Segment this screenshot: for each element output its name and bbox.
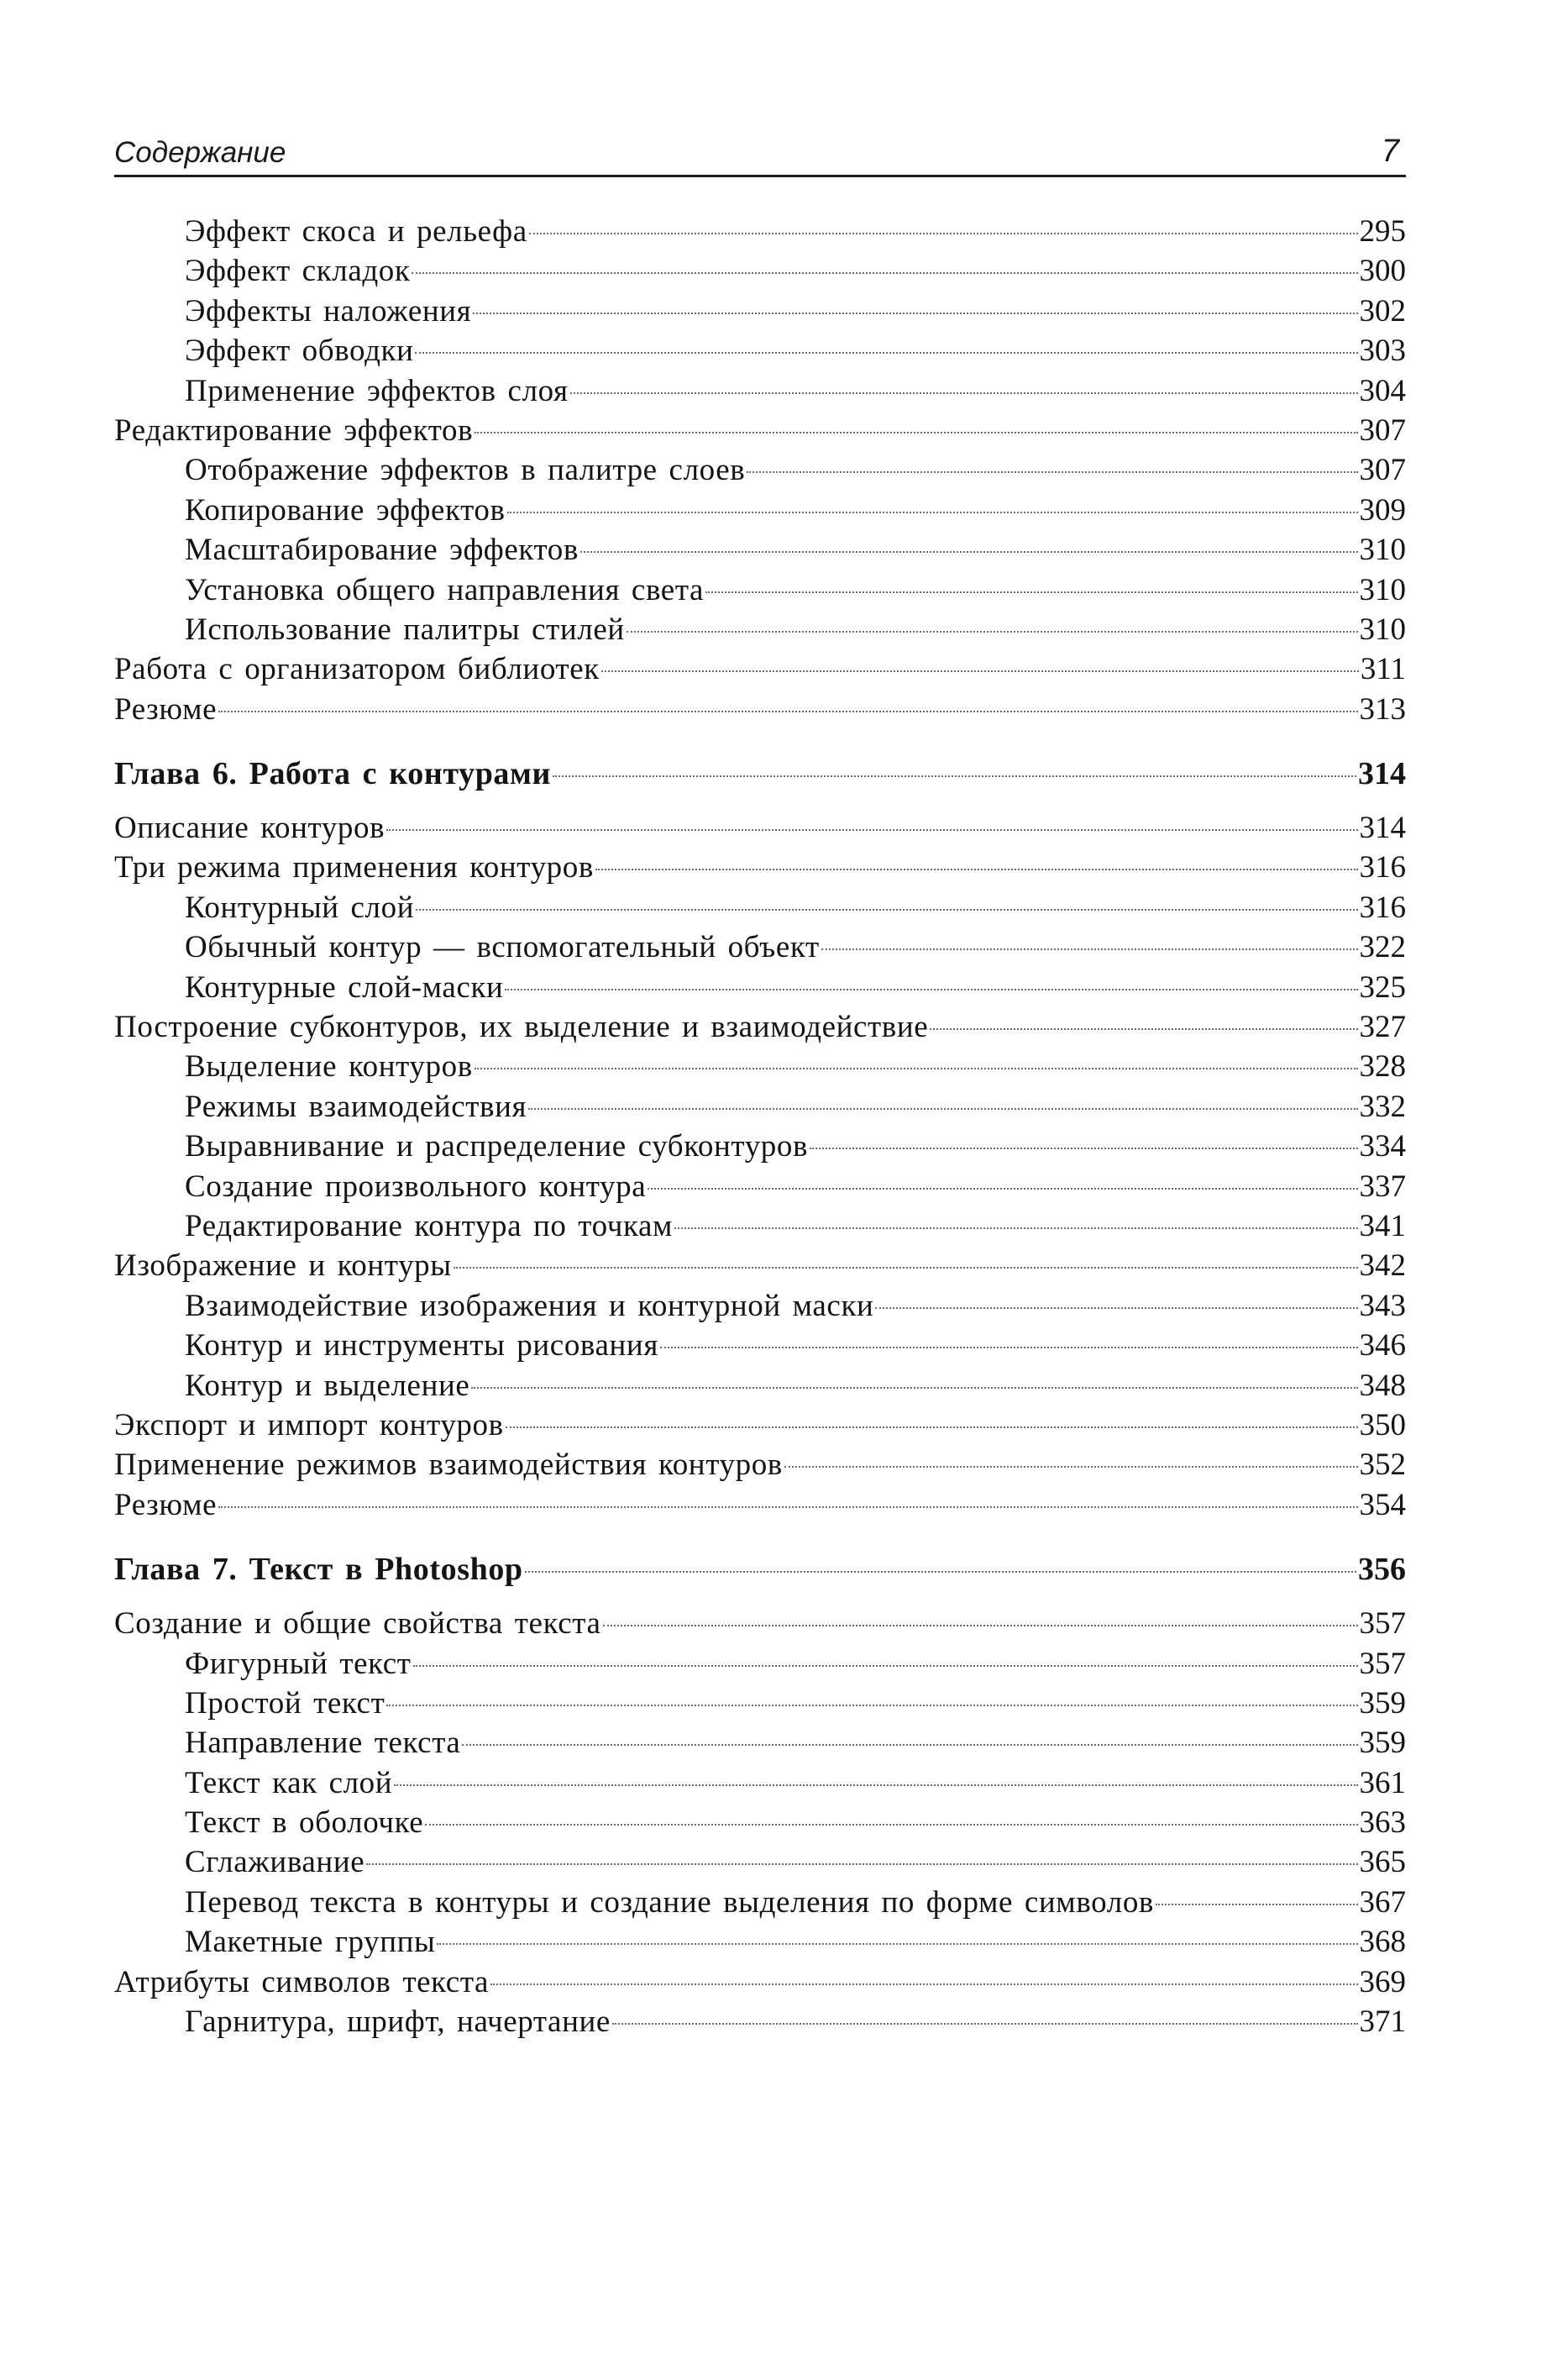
toc-section-entry	[114, 1962, 1406, 2002]
toc-dot-leader	[603, 1625, 1358, 1626]
toc-entry-title: Применение эффектов слоя	[185, 373, 569, 408]
toc-entry-title: Использование палитры стилей	[185, 612, 625, 647]
toc-entry-page: 354	[1359, 1487, 1406, 1522]
toc-entry-page: 356	[1358, 1552, 1406, 1588]
toc-entry-page: 314	[1359, 811, 1406, 846]
toc-entry-title: Редактирование контура по точкам	[185, 1208, 673, 1243]
toc-entry-page: 367	[1359, 1884, 1406, 1920]
toc-entry-title: Резюме	[114, 1487, 218, 1522]
toc-section-entry	[114, 1445, 1406, 1484]
toc-entry-page: 357	[1359, 1606, 1406, 1642]
toc-subsection-entry	[114, 1326, 1406, 1365]
toc-dot-leader	[821, 948, 1358, 950]
toc-entry-page: 328	[1359, 1049, 1406, 1085]
toc-dot-leader	[394, 1784, 1357, 1786]
toc-entry-page: 307	[1359, 412, 1406, 448]
toc-entry-page: 313	[1359, 691, 1406, 727]
running-header	[114, 131, 1406, 177]
toc-dot-leader	[705, 591, 1357, 593]
toc-entry-page: 325	[1359, 969, 1406, 1005]
toc-entry-page: 365	[1359, 1845, 1406, 1880]
toc-subsection-entry	[114, 1883, 1406, 1922]
toc-dot-leader	[507, 512, 1358, 513]
toc-dot-leader	[601, 670, 1359, 672]
toc-dot-leader	[437, 1943, 1357, 1945]
toc-section-entry	[114, 411, 1406, 450]
toc-entry-page: 332	[1359, 1089, 1406, 1124]
toc-dot-leader	[490, 1983, 1357, 1985]
toc-subsection-entry	[114, 1167, 1406, 1206]
toc-dot-leader	[386, 1705, 1357, 1706]
toc-entry-title: Установка общего направления света	[185, 572, 705, 607]
toc-entry-title: Направление текста	[185, 1726, 461, 1761]
toc-dot-leader	[784, 1466, 1358, 1468]
toc-dot-leader	[218, 711, 1357, 712]
toc-entry-page: 350	[1359, 1407, 1406, 1442]
toc-subsection-entry	[114, 530, 1406, 570]
toc-entry-title: Отображение эффектов в палитре слоев	[185, 453, 746, 488]
toc-dot-leader	[425, 1824, 1357, 1826]
toc-entry-title: Экспорт и импорт контуров	[114, 1407, 504, 1442]
toc-dot-leader	[553, 775, 1356, 777]
header-page-number: 7	[1381, 134, 1399, 169]
toc-dot-leader	[416, 909, 1357, 911]
toc-entry-page: 304	[1359, 373, 1406, 408]
toc-entry-page: 303	[1359, 334, 1406, 369]
toc-entry-title: Гарнитура, шрифт, начертание	[185, 2004, 611, 2040]
toc-dot-leader	[627, 631, 1358, 633]
toc-entry-title: Контурные слой-маски	[185, 969, 504, 1005]
toc-dot-leader	[471, 1387, 1357, 1389]
toc-entry-title: Работа с организатором библиотек	[114, 652, 600, 687]
toc-dot-leader	[473, 313, 1357, 314]
toc-subsection-entry	[114, 570, 1406, 610]
toc-entry-title: Контур и выделение	[185, 1368, 470, 1403]
toc-entry-title: Взаимодействие изображения и контурной маски	[185, 1288, 874, 1323]
toc-subsection-entry	[114, 491, 1406, 530]
toc-section-entry	[114, 1246, 1406, 1285]
toc-dot-leader	[595, 869, 1358, 870]
toc-section-entry	[114, 1485, 1406, 1525]
toc-dot-leader	[475, 432, 1357, 433]
toc-dot-leader	[570, 392, 1358, 394]
toc-entry-title: Текст как слой	[185, 1765, 393, 1800]
toc-entry-title: Эффект скоса и рельефа	[185, 214, 527, 249]
toc-section-entry	[114, 1604, 1406, 1643]
toc-dot-leader	[218, 1506, 1357, 1508]
toc-subsection-entry	[114, 212, 1406, 251]
toc-entry-title: Эффекты наложения	[185, 293, 472, 328]
toc-dot-leader	[930, 1028, 1357, 1030]
toc-dot-leader	[386, 829, 1357, 831]
toc-section-entry	[114, 1007, 1406, 1047]
toc-entry-title: Режимы взаимодействия	[185, 1089, 527, 1124]
toc-dot-leader	[810, 1148, 1357, 1149]
toc-entry-title: Эффект обводки	[185, 334, 414, 369]
toc-entry-title: Применение режимов взаимодействия контуров	[114, 1447, 783, 1483]
table-of-contents	[114, 212, 1406, 2041]
toc-entry-title: Редактирование эффектов	[114, 412, 474, 448]
toc-entry-title: Эффект складок	[185, 254, 411, 289]
header-title: Содержание	[114, 136, 286, 169]
toc-entry-title: Построение субконтуров, их выделение и взаимодействие	[114, 1010, 929, 1045]
toc-subsection-entry	[114, 1127, 1406, 1166]
toc-subsection-entry	[114, 1644, 1406, 1684]
toc-entry-page: 352	[1359, 1447, 1406, 1483]
toc-entry-page: 314	[1358, 756, 1406, 792]
toc-dot-leader	[612, 2023, 1358, 2025]
toc-entry-page: 341	[1359, 1208, 1406, 1243]
toc-subsection-entry	[114, 1803, 1406, 1842]
toc-entry-title: Изображение и контуры	[114, 1248, 452, 1284]
toc-entry-title: Копирование эффектов	[185, 492, 506, 528]
toc-entry-title: Атрибуты символов текста	[114, 1964, 490, 1999]
toc-entry-page: 361	[1359, 1765, 1406, 1800]
toc-section-entry	[114, 649, 1406, 689]
toc-entry-title: Масштабирование эффектов	[185, 533, 579, 568]
toc-entry-page: 316	[1359, 890, 1406, 925]
toc-subsection-entry	[114, 1087, 1406, 1127]
toc-dot-leader	[454, 1267, 1358, 1269]
toc-dot-leader	[1156, 1904, 1358, 1905]
toc-entry-title: Перевод текста в контуры и создание выделения по форме символов	[185, 1884, 1154, 1920]
toc-dot-leader	[505, 989, 1357, 990]
toc-entry-page: 343	[1359, 1288, 1406, 1323]
toc-subsection-entry	[114, 450, 1406, 490]
toc-subsection-entry	[114, 1684, 1406, 1723]
toc-entry-page: 327	[1359, 1010, 1406, 1045]
toc-entry-title: Выравнивание и распределение субконтуров	[185, 1129, 809, 1164]
toc-dot-leader	[648, 1188, 1357, 1190]
toc-dot-leader	[462, 1744, 1357, 1746]
toc-entry-page: 369	[1359, 1964, 1406, 1999]
toc-subsection-entry	[114, 2002, 1406, 2041]
toc-subsection-entry	[114, 251, 1406, 291]
toc-subsection-entry	[114, 1047, 1406, 1086]
toc-entry-page: 342	[1359, 1248, 1406, 1284]
toc-entry-title: Резюме	[114, 691, 218, 727]
toc-entry-page: 302	[1359, 293, 1406, 328]
toc-entry-title: Контурный слой	[185, 890, 415, 925]
toc-subsection-entry	[114, 371, 1406, 411]
toc-entry-title: Создание и общие свойства текста	[114, 1606, 601, 1642]
toc-entry-title: Простой текст	[185, 1685, 385, 1721]
toc-subsection-entry	[114, 1366, 1406, 1405]
toc-section-entry	[114, 848, 1406, 887]
toc-subsection-entry	[114, 1723, 1406, 1763]
toc-dot-leader	[580, 551, 1358, 553]
toc-subsection-entry	[114, 331, 1406, 370]
toc-subsection-entry	[114, 927, 1406, 967]
toc-section-entry	[114, 808, 1406, 848]
toc-entry-page: 310	[1359, 533, 1406, 568]
toc-subsection-entry	[114, 888, 1406, 927]
toc-entry-title: Выделение контуров	[185, 1049, 473, 1085]
toc-entry-page: 316	[1359, 850, 1406, 885]
toc-entry-page: 359	[1359, 1685, 1406, 1721]
toc-entry-page: 346	[1359, 1328, 1406, 1363]
toc-dot-leader	[413, 1665, 1358, 1667]
toc-entry-title: Три режима применения контуров	[114, 850, 594, 885]
toc-entry-title: Глава 7. Текст в Photoshop	[114, 1552, 523, 1588]
toc-entry-page: 309	[1359, 492, 1406, 528]
toc-dot-leader	[525, 1571, 1356, 1573]
toc-chapter-entry	[114, 1540, 1406, 1599]
toc-entry-page: 310	[1359, 572, 1406, 607]
toc-dot-leader	[366, 1863, 1357, 1865]
toc-section-entry	[114, 1405, 1406, 1445]
toc-subsection-entry	[114, 1922, 1406, 1962]
toc-entry-title: Сглаживание	[185, 1845, 365, 1880]
toc-dot-leader	[412, 272, 1357, 274]
toc-entry-page: 300	[1359, 254, 1406, 289]
toc-subsection-entry	[114, 1763, 1406, 1803]
toc-entry-page: 357	[1359, 1646, 1406, 1681]
toc-entry-page: 368	[1359, 1925, 1406, 1960]
toc-dot-leader	[528, 1108, 1357, 1110]
toc-subsection-entry	[114, 1206, 1406, 1246]
toc-dot-leader	[529, 233, 1358, 234]
toc-entry-title: Описание контуров	[114, 811, 385, 846]
toc-entry-title: Создание произвольного контура	[185, 1169, 647, 1204]
toc-entry-page: 371	[1359, 2004, 1406, 2040]
toc-entry-title: Текст в оболочке	[185, 1805, 424, 1841]
toc-entry-page: 310	[1359, 612, 1406, 647]
toc-dot-leader	[415, 352, 1357, 354]
toc-entry-page: 337	[1359, 1169, 1406, 1204]
toc-entry-title: Макетные группы	[185, 1925, 436, 1960]
toc-entry-page: 295	[1359, 214, 1406, 249]
toc-entry-page: 334	[1359, 1129, 1406, 1164]
toc-dot-leader	[875, 1307, 1357, 1309]
toc-entry-title: Контур и инструменты рисования	[185, 1328, 658, 1363]
toc-entry-page: 363	[1359, 1805, 1406, 1841]
toc-subsection-entry	[114, 292, 1406, 331]
toc-dot-leader	[660, 1347, 1358, 1348]
toc-entry-page: 348	[1359, 1368, 1406, 1403]
toc-entry-title: Глава 6. Работа с контурами	[114, 756, 552, 792]
toc-entry-title: Обычный контур — вспомогательный объект	[185, 930, 820, 965]
toc-entry-page: 311	[1360, 652, 1406, 687]
toc-subsection-entry	[114, 1286, 1406, 1326]
toc-dot-leader	[747, 471, 1357, 473]
toc-entry-page: 307	[1359, 453, 1406, 488]
toc-chapter-entry	[114, 744, 1406, 803]
toc-subsection-entry	[114, 968, 1406, 1007]
toc-subsection-entry	[114, 610, 1406, 649]
toc-entry-page: 322	[1359, 930, 1406, 965]
toc-entry-page: 359	[1359, 1726, 1406, 1761]
toc-dot-leader	[475, 1068, 1358, 1069]
toc-dot-leader	[674, 1227, 1358, 1229]
toc-entry-title: Фигурный текст	[185, 1646, 412, 1681]
toc-subsection-entry	[114, 1842, 1406, 1882]
toc-dot-leader	[506, 1426, 1358, 1428]
toc-section-entry	[114, 690, 1406, 729]
